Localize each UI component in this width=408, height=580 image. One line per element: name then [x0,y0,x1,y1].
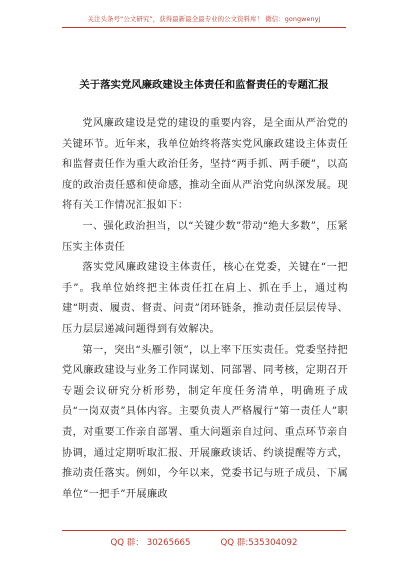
footer-qq-group-right: QQ 群:535304092 [220,538,298,548]
header-divider [62,27,346,28]
paragraph-intro: 党风廉政建设是党的建设的重要内容，是全面从严治党的关键环节。近年来，我单位始终将落实党风廉政建设主体责任和监督责任作为重大政治任务，坚持“两手抓、两手硬”，以高度的政治责任感和使命感，推动全面从严治党向纵深发展。现将有关工作情况汇报如下： [62,118,348,212]
document-title: 关于落实党风廉政建设主体责任和监督责任的专题汇报 [79,79,329,91]
footer-divider [62,530,346,531]
footer [0,536,408,548]
footer-qq-group-left: QQ 群： 30265665 [110,538,191,548]
paragraph-section-1: 落实党风廉政建设主体责任，核心在党委，关键在“一把手”。我单位始终把主体责任扛在肩上、抓在手上，通过构建“明责、履责、督责、问责”闭环链条，推动责任层层传导、压力层层递减问题得到有效解决。 [62,262,348,335]
header-promo-note: 关注头条号“公文研究”，获得最新最全最专业的公文资料库！ 微信：gongwenyj [87,15,321,23]
section-heading-1: 一、强化政治担当，以“关键少数”带动“绝大多数”，压紧压实主体责任 [62,220,348,253]
document-body [62,114,348,505]
paragraph-point-1: 第一，突出“头雁引领”，以上率下压实责任。党委坚持把党风廉政建设与业务工作同谋划、同部署、同考核，定期召开专题会议研究分析形势，制定年度任务清单，明确班子成员“一岗双责”具体内容。主要负责人严格履行“第一责任人”职责，对重要工作亲自部署、重大问题亲自过问、重点环节亲自协调，通过定期听取汇报、开展廉政谈话、约谈提醒等方式，推动责任落实。例如，今年以来，党委书记与班子成员、下属单位“一把手”开展廉政 [62,344,348,500]
